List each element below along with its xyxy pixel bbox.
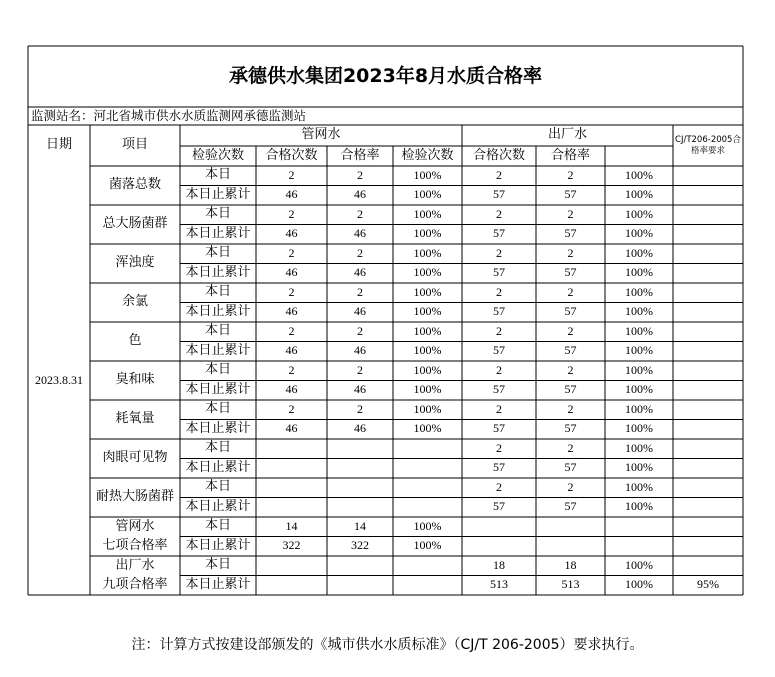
value-today-net-rate xyxy=(393,556,462,576)
value-today-net-rate: 100% xyxy=(413,167,442,182)
station-name: 监测站名：河北省城市供水水质监测网承德监测站 xyxy=(31,107,307,123)
value-today-net-rate xyxy=(393,439,462,459)
value-cumulative-net-passed: 46 xyxy=(354,421,366,436)
value-today-fac-passed: 2 xyxy=(567,362,574,377)
value-cumulative-net-rate: 100% xyxy=(413,343,442,358)
value-cumulative-fac-rate: 100% xyxy=(625,226,653,241)
subheader-net-tested: 检验次数 xyxy=(191,147,244,163)
value-today-net-tested: 14 xyxy=(285,518,298,533)
value-today-net-passed xyxy=(327,478,393,498)
value-cumulative-net-tested xyxy=(256,459,327,479)
period-day: 本日 xyxy=(204,362,231,378)
header-factory-water: 出厂水 xyxy=(547,127,587,143)
value-today-std xyxy=(673,322,743,342)
value-today-net-tested: 2 xyxy=(288,206,295,221)
value-today-fac-tested: 18 xyxy=(493,557,505,572)
item-name: 肉眼可见物 xyxy=(102,450,168,466)
value-cumulative-net-tested xyxy=(256,576,327,596)
header-date: 日期 xyxy=(45,137,72,153)
period-day: 本日 xyxy=(204,479,231,495)
value-cumulative-fac-passed xyxy=(536,537,605,557)
value-cumulative-net-tested: 46 xyxy=(285,187,298,202)
value-cumulative-std xyxy=(673,186,743,206)
period-cumulative: 本日止累计 xyxy=(185,420,251,436)
value-cumulative-std xyxy=(673,303,743,323)
period-day: 本日 xyxy=(204,245,231,261)
value-cumulative-std xyxy=(673,498,743,518)
value-cumulative-fac-rate: 100% xyxy=(625,421,653,436)
value-today-fac-tested: 2 xyxy=(496,479,502,494)
period-cumulative: 本日止累计 xyxy=(185,303,251,319)
period-day: 本日 xyxy=(204,518,231,534)
value-cumulative-std xyxy=(673,225,743,245)
period-day: 本日 xyxy=(204,206,231,222)
period-cumulative: 本日止累计 xyxy=(185,498,251,514)
value-today-fac-rate: 100% xyxy=(625,440,653,455)
value-cumulative-net-rate: 100% xyxy=(413,538,442,553)
value-cumulative-fac-rate: 100% xyxy=(625,265,653,280)
value-today-fac-passed: 2 xyxy=(567,245,574,260)
value-cumulative-net-rate xyxy=(393,498,462,518)
value-today-net-passed xyxy=(327,556,393,576)
value-today-fac-passed: 2 xyxy=(567,284,574,299)
value-cumulative-net-rate: 100% xyxy=(413,421,442,436)
value-today-fac-rate: 100% xyxy=(625,557,653,572)
value-cumulative-fac-tested: 57 xyxy=(493,343,505,358)
item-name: 浑浊度 xyxy=(115,255,155,271)
value-today-net-tested: 2 xyxy=(288,284,295,299)
value-today-std xyxy=(673,166,743,186)
value-cumulative-net-tested xyxy=(256,498,327,518)
value-today-net-tested xyxy=(256,556,327,576)
value-cumulative-net-passed: 46 xyxy=(354,382,366,397)
value-cumulative-std xyxy=(673,459,743,479)
value-cumulative-std xyxy=(673,342,743,362)
value-today-fac-rate: 100% xyxy=(625,479,653,494)
value-today-net-rate: 100% xyxy=(413,401,442,416)
value-cumulative-fac-passed: 57 xyxy=(564,460,577,475)
period-cumulative: 本日止累计 xyxy=(185,459,251,475)
value-today-net-passed: 2 xyxy=(357,362,363,377)
value-today-fac-passed: 2 xyxy=(567,479,574,494)
value-cumulative-net-tested: 46 xyxy=(285,343,298,358)
value-cumulative-net-tested: 46 xyxy=(285,265,298,280)
item-name: 管网水 七项合格率 xyxy=(102,518,168,553)
value-cumulative-fac-tested: 57 xyxy=(493,265,505,280)
period-cumulative: 本日止累计 xyxy=(185,225,251,241)
value-today-net-passed: 2 xyxy=(357,167,363,182)
value-today-net-tested: 2 xyxy=(288,167,295,182)
value-today-fac-rate: 100% xyxy=(625,323,653,338)
item-name: 余氯 xyxy=(121,294,148,310)
value-cumulative-fac-rate: 100% xyxy=(625,304,653,319)
value-today-net-rate xyxy=(393,478,462,498)
value-cumulative-net-tested: 46 xyxy=(285,304,298,319)
value-today-fac-passed: 2 xyxy=(567,323,574,338)
report-date: 2023.8.31 xyxy=(35,372,83,387)
value-today-std xyxy=(673,205,743,225)
value-cumulative-fac-rate: 100% xyxy=(625,577,653,592)
value-today-net-rate: 100% xyxy=(413,362,442,377)
value-today-net-rate: 100% xyxy=(413,518,442,533)
value-cumulative-fac-rate: 100% xyxy=(625,460,653,475)
value-today-fac-tested: 2 xyxy=(496,167,502,182)
value-cumulative-net-rate: 100% xyxy=(413,265,442,280)
value-today-fac-rate xyxy=(605,517,673,537)
value-today-fac-tested: 2 xyxy=(496,284,502,299)
value-cumulative-fac-tested: 57 xyxy=(493,382,505,397)
value-today-net-passed: 2 xyxy=(357,323,363,338)
period-cumulative: 本日止累计 xyxy=(185,576,251,592)
subheader-fac-rate: 合格率 xyxy=(550,147,590,163)
value-cumulative-net-rate: 100% xyxy=(413,304,442,319)
value-cumulative-fac-tested: 57 xyxy=(493,499,505,514)
value-cumulative-fac-passed: 57 xyxy=(564,382,577,397)
period-cumulative: 本日止累计 xyxy=(185,537,251,553)
value-cumulative-fac-passed: 57 xyxy=(564,304,577,319)
value-today-std xyxy=(673,556,743,576)
value-today-net-passed: 2 xyxy=(357,284,363,299)
value-today-net-tested xyxy=(256,439,327,459)
item-name: 总大肠菌群 xyxy=(102,216,168,232)
value-today-fac-rate: 100% xyxy=(625,401,653,416)
value-cumulative-fac-passed: 513 xyxy=(561,577,580,592)
value-cumulative-net-rate: 100% xyxy=(413,382,442,397)
footnote: 注：计算方式按建设部颁发的《城市供水水质标准》（CJ/T 206-2005）要求执行。 xyxy=(131,637,644,653)
value-cumulative-std xyxy=(673,381,743,401)
value-today-std xyxy=(673,517,743,537)
period-cumulative: 本日止累计 xyxy=(185,381,251,397)
value-cumulative-fac-passed: 57 xyxy=(564,265,577,280)
item-name: 臭和味 xyxy=(115,372,155,388)
value-cumulative-net-passed xyxy=(327,459,393,479)
value-today-fac-tested: 2 xyxy=(496,440,502,455)
value-today-fac-rate: 100% xyxy=(625,167,653,182)
value-today-net-passed: 14 xyxy=(354,518,366,533)
value-today-std xyxy=(673,478,743,498)
value-cumulative-net-rate: 100% xyxy=(413,226,442,241)
value-today-fac-tested: 2 xyxy=(496,401,502,416)
value-today-fac-rate: 100% xyxy=(625,284,653,299)
item-name: 菌落总数 xyxy=(108,177,161,193)
value-cumulative-net-passed: 46 xyxy=(354,226,366,241)
subheader-fac-tested: 检验次数 xyxy=(401,147,454,163)
value-today-net-tested xyxy=(256,478,327,498)
value-cumulative-fac-tested: 57 xyxy=(493,304,505,319)
value-cumulative-fac-tested: 57 xyxy=(493,226,505,241)
value-cumulative-fac-rate xyxy=(605,537,673,557)
period-day: 本日 xyxy=(204,557,231,573)
value-cumulative-fac-tested: 57 xyxy=(493,421,505,436)
value-cumulative-fac-rate: 100% xyxy=(625,343,653,358)
value-today-fac-tested: 2 xyxy=(496,245,502,260)
value-today-net-tested: 2 xyxy=(288,401,295,416)
value-today-net-rate: 100% xyxy=(413,323,442,338)
value-cumulative-net-passed: 46 xyxy=(354,343,366,358)
value-today-fac-tested: 2 xyxy=(496,323,502,338)
value-today-fac-rate: 100% xyxy=(625,206,653,221)
value-cumulative-fac-passed: 57 xyxy=(564,226,577,241)
period-day: 本日 xyxy=(204,167,231,183)
value-cumulative-fac-rate: 100% xyxy=(625,187,653,202)
subheader-net-passed: 合格次数 xyxy=(265,147,318,163)
value-today-fac-passed: 2 xyxy=(567,206,574,221)
item-name: 出厂水 九项合格率 xyxy=(102,557,168,592)
period-day: 本日 xyxy=(204,401,231,417)
value-today-net-rate: 100% xyxy=(413,245,442,260)
subheader-fac-passed: 合格次数 xyxy=(472,147,525,163)
value-today-std xyxy=(673,361,743,381)
value-today-net-passed: 2 xyxy=(357,245,363,260)
value-today-fac-tested xyxy=(462,517,536,537)
value-today-net-passed xyxy=(327,439,393,459)
value-today-net-rate: 100% xyxy=(413,284,442,299)
value-cumulative-fac-passed: 57 xyxy=(564,421,577,436)
value-cumulative-fac-passed: 57 xyxy=(564,343,577,358)
value-today-net-rate: 100% xyxy=(413,206,442,221)
header-item: 项目 xyxy=(121,137,148,153)
period-cumulative: 本日止累计 xyxy=(185,186,251,202)
value-cumulative-net-passed: 46 xyxy=(354,304,366,319)
value-today-std xyxy=(673,400,743,420)
period-cumulative: 本日止累计 xyxy=(185,264,251,280)
value-cumulative-net-passed xyxy=(327,498,393,518)
value-cumulative-net-tested: 322 xyxy=(282,538,301,553)
period-day: 本日 xyxy=(204,440,231,456)
value-today-net-tested: 2 xyxy=(288,323,295,338)
value-today-fac-passed: 2 xyxy=(567,401,574,416)
report-title: 承德供水集团2023年8月水质合格率 xyxy=(228,64,543,87)
value-cumulative-net-rate xyxy=(393,459,462,479)
value-cumulative-net-passed: 322 xyxy=(351,538,369,553)
value-today-fac-passed xyxy=(536,517,605,537)
value-cumulative-net-tested: 46 xyxy=(285,382,298,397)
value-cumulative-fac-passed: 57 xyxy=(564,187,577,202)
value-cumulative-net-passed: 46 xyxy=(354,265,366,280)
value-cumulative-net-passed: 46 xyxy=(354,187,366,202)
value-today-std xyxy=(673,283,743,303)
item-name: 耐热大肠菌群 xyxy=(95,489,174,505)
value-cumulative-fac-tested: 513 xyxy=(490,577,508,592)
value-cumulative-fac-rate: 100% xyxy=(625,499,653,514)
subheader-net-rate: 合格率 xyxy=(340,147,380,163)
value-cumulative-std xyxy=(673,537,743,557)
value-cumulative-net-rate: 100% xyxy=(413,187,442,202)
value-today-fac-tested: 2 xyxy=(496,206,502,221)
value-today-fac-passed: 2 xyxy=(567,167,574,182)
value-today-std xyxy=(673,244,743,264)
header-network-water: 管网水 xyxy=(301,127,341,143)
item-name: 色 xyxy=(128,333,142,349)
value-cumulative-std: 95% xyxy=(697,577,719,592)
value-cumulative-fac-tested: 57 xyxy=(493,187,505,202)
value-today-net-tested: 2 xyxy=(288,245,295,260)
value-cumulative-std xyxy=(673,264,743,284)
value-today-fac-tested: 2 xyxy=(496,362,502,377)
value-today-net-passed: 2 xyxy=(357,206,363,221)
period-day: 本日 xyxy=(204,284,231,300)
value-cumulative-fac-tested: 57 xyxy=(493,460,505,475)
value-today-fac-passed: 2 xyxy=(567,440,574,455)
header-standard: CJ/T206-2005合格率要求 xyxy=(675,135,741,156)
value-today-fac-rate: 100% xyxy=(625,245,653,260)
item-name: 耗氧量 xyxy=(115,411,155,427)
value-cumulative-fac-passed: 57 xyxy=(564,499,577,514)
value-cumulative-net-passed xyxy=(327,576,393,596)
value-today-net-tested: 2 xyxy=(288,362,295,377)
period-cumulative: 本日止累计 xyxy=(185,342,251,358)
value-cumulative-fac-tested xyxy=(462,537,536,557)
value-today-fac-passed: 18 xyxy=(564,557,577,572)
value-cumulative-net-rate xyxy=(393,576,462,596)
value-cumulative-net-tested: 46 xyxy=(285,226,298,241)
value-cumulative-net-tested: 46 xyxy=(285,421,298,436)
value-today-std xyxy=(673,439,743,459)
value-cumulative-fac-rate: 100% xyxy=(625,382,653,397)
value-today-net-passed: 2 xyxy=(357,401,363,416)
period-day: 本日 xyxy=(204,323,231,339)
value-today-fac-rate: 100% xyxy=(625,362,653,377)
value-cumulative-std xyxy=(673,420,743,440)
